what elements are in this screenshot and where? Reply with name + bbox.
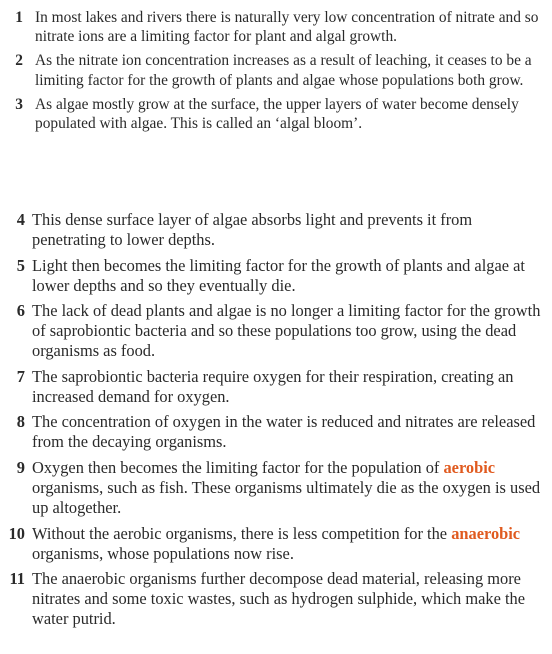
highlighted-term-anaerobic: anaerobic	[451, 523, 521, 543]
list-item	[0, 95, 552, 133]
list-item	[0, 524, 552, 564]
item-number: 11	[9, 569, 25, 589]
item-text: This dense surface layer of algae absorbs light and prevents it from penetrating to lower depths.	[32, 210, 473, 249]
item-number: 10	[8, 523, 25, 543]
item-text: The saprobiontic bacteria require oxygen for their respiration, creating an increased demand for oxygen.	[32, 366, 514, 406]
item-text	[32, 458, 552, 518]
item-text-before: Oxygen then becomes the limiting factor for the population of	[32, 457, 444, 477]
item-number: 6	[16, 301, 25, 321]
list-item	[0, 51, 552, 89]
list-item	[0, 8, 552, 46]
list-item	[0, 256, 552, 296]
item-text: The lack of dead plants and algae is no longer a limiting factor for the growth of saprobiontic bacteria and so these populations too grow, using the dead organisms as food.	[32, 301, 541, 361]
item-text: As the nitrate ion concentration increases as a result of leaching, it ceases to be a limiting factor for the growth of plants and algae whose populations both grow.	[35, 52, 532, 89]
list-item	[0, 458, 552, 518]
item-text-before: Without the aerobic organisms, there is less competition for the	[32, 523, 452, 543]
item-text-after: organisms, such as fish. These organisms ultimately die as the oxygen is used up altogether.	[32, 477, 541, 517]
list-item	[0, 569, 552, 629]
item-number: 2	[15, 52, 23, 70]
item-text: As algae mostly grow at the surface, the upper layers of water become densely populated with algae. This is called an ‘algal bloom’.	[35, 95, 519, 133]
list-item	[0, 301, 552, 361]
item-text: The concentration of oxygen in the water is reduced and nitrates are released from the decaying organisms.	[32, 412, 536, 452]
item-text	[32, 524, 552, 564]
item-text: The anaerobic organisms further decompose dead material, releasing more nitrates and some toxic wastes, such as hydrogen sulphide, which make the water putrid.	[32, 569, 525, 629]
item-text-after: organisms, whose populations now rise.	[32, 543, 294, 563]
item-number: 8	[16, 412, 25, 432]
item-number: 5	[16, 255, 25, 275]
item-number: 3	[15, 95, 23, 113]
item-number: 1	[15, 9, 23, 26]
item-text: Light then becomes the limiting factor for the growth of plants and algae at lower depths and so they eventually die.	[32, 255, 525, 295]
highlighted-term-aerobic: aerobic	[443, 457, 496, 477]
list-item	[0, 210, 552, 250]
numbered-list-part-1	[0, 8, 552, 138]
list-item	[0, 412, 552, 452]
list-item	[0, 367, 552, 407]
item-text: In most lakes and rivers there is naturally very low concentration of nitrate and so nitrate ions are a limiting factor for plant and algal growth.	[35, 9, 539, 46]
item-number: 7	[16, 366, 25, 386]
numbered-list-part-2	[0, 210, 552, 635]
item-number: 4	[16, 210, 25, 229]
item-number: 9	[16, 457, 25, 477]
